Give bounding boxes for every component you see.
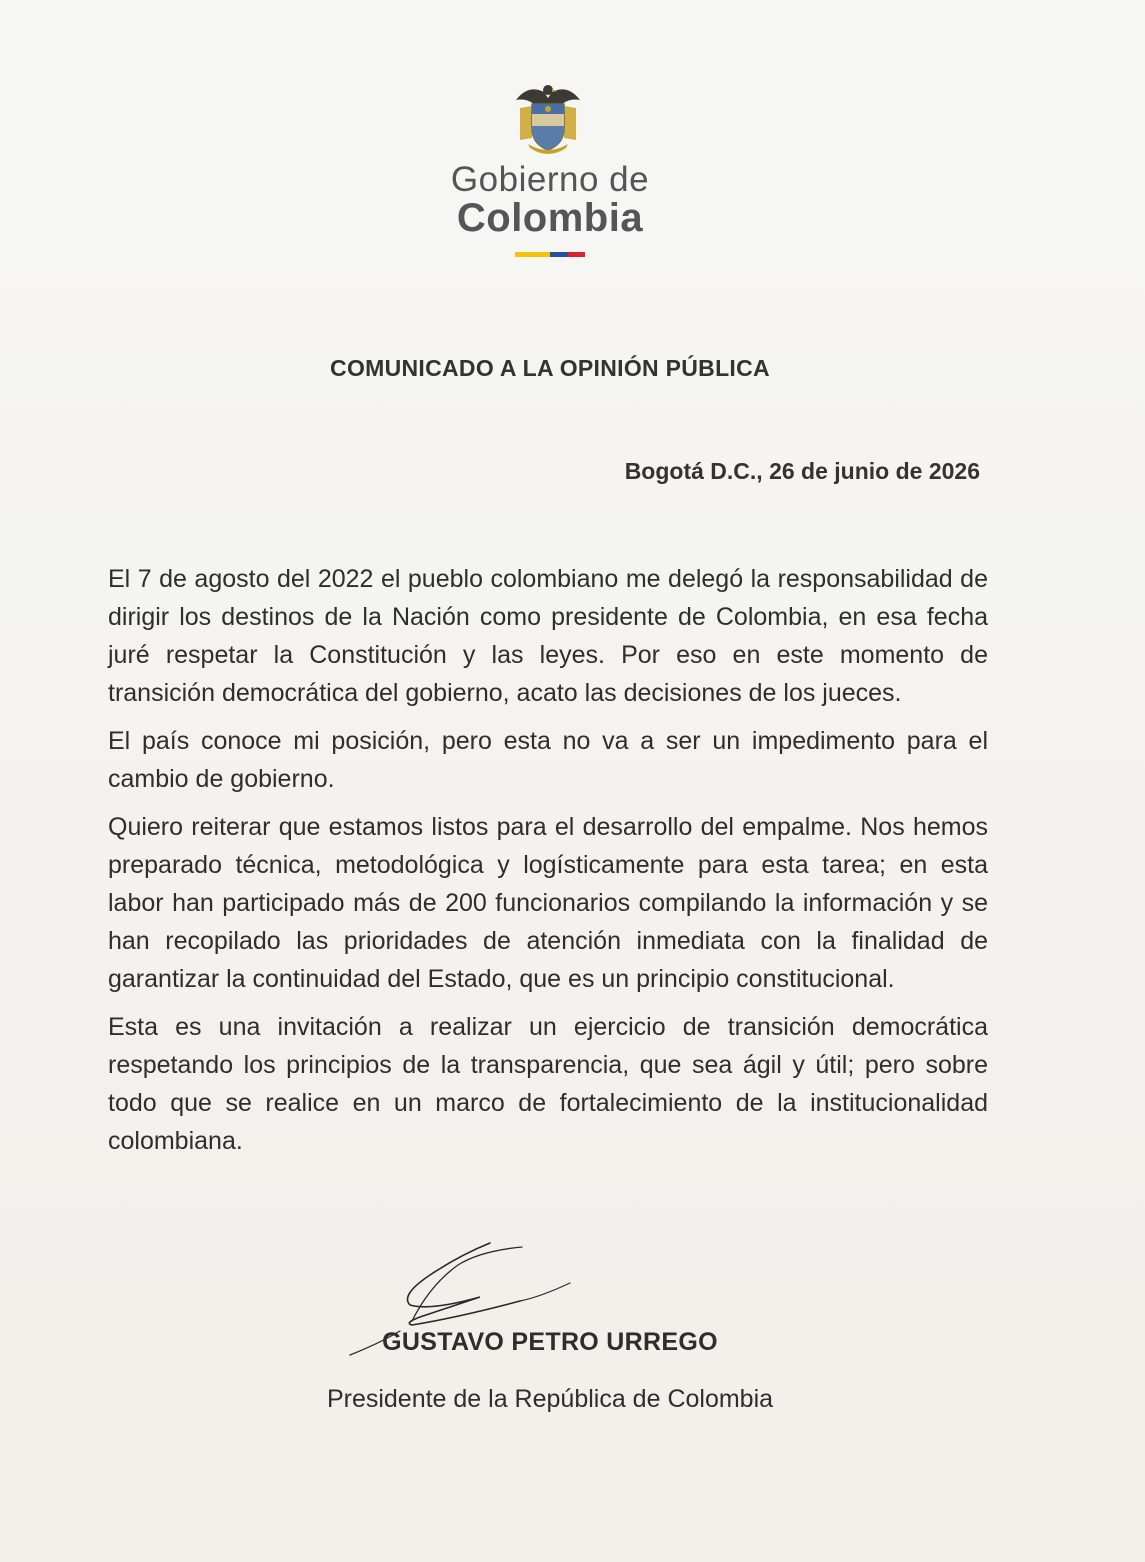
body-paragraph: Esta es una invitación a realizar un ejercicio de transición democrática respetando los principios de la transparencia, que sea ágil y útil; pero sobre todo que se realice en un marco de fortalecimiento de la institucionalidad colombiana.	[108, 1013, 988, 1155]
document-date: Bogotá D.C., 26 de junio de 2026	[624, 458, 980, 484]
flag-color-bar	[515, 252, 585, 257]
flag-stripe-blue	[550, 252, 568, 257]
body-paragraph: El país conoce mi posición, pero esta no va a ser un impedimento para el cambio de gobierno.	[108, 727, 988, 793]
colombia-coat-of-arms-icon	[510, 78, 586, 158]
government-logo-line1: Gobierno de	[450, 160, 650, 199]
document-title: COMUNICADO A LA OPINIÓN PÚBLICA	[330, 355, 770, 381]
body-paragraph: Quiero reiterar que estamos listos para el desarrollo del empalme. Nos hemos preparado técnica, metodológica y logísticamente para esta tarea; en esta labor han participado más de 200 funcionarios compilando la información y se han recopilado las prioridades de atención inmediata con la finalidad de garantizar la continuidad del Estado, que es un principio constitucional.	[108, 813, 988, 993]
flag-stripe-yellow	[515, 252, 550, 257]
document-body	[108, 560, 988, 1170]
government-logo-line2: Colombia	[456, 196, 644, 240]
signer-name: GUSTAVO PETRO URREGO	[382, 1328, 718, 1356]
body-paragraph: El 7 de agosto del 2022 el pueblo colombiano me delegó la responsabilidad de dirigir los destinos de la Nación como presidente de Colombia, en esa fecha juré respetar la Constitución y las leyes. Por eso en este momento de transición democrática del gobierno, acato las decisiones de los jueces.	[108, 565, 988, 707]
signer-title: Presidente de la República de Colombia	[326, 1385, 774, 1413]
flag-stripe-red	[568, 252, 585, 257]
